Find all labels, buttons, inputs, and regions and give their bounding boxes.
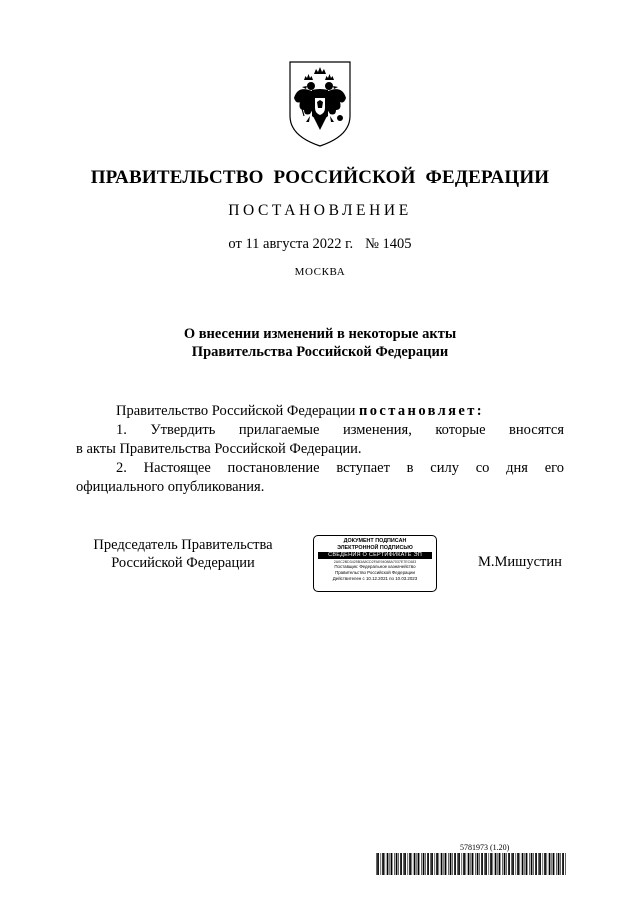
document-number: № 1405 bbox=[365, 236, 412, 252]
stamp-line-1: ДОКУМЕНТ ПОДПИСАН bbox=[343, 538, 407, 544]
signer-name: М.Мишустин bbox=[478, 554, 562, 570]
signer-title-line-1: Председатель Правительства bbox=[93, 537, 273, 553]
barcode-label: 5781973 (1.20) bbox=[460, 843, 510, 852]
state-emblem-icon bbox=[284, 58, 356, 150]
subject-line-2: Правительства Российской Федерации bbox=[191, 344, 449, 360]
item-2-line-2: официального опубликования. bbox=[76, 479, 265, 495]
stamp-validity: Действителен с 10.12.2021 по 10.03.2023 bbox=[332, 575, 418, 581]
intro-emphasis: постановляет: bbox=[358, 403, 485, 419]
document-type: ПОСТАНОВЛЕНИЕ bbox=[228, 202, 412, 219]
signer-title-line-2: Российской Федерации bbox=[111, 555, 255, 571]
stamp-issuer-2: Правительство Российской Федерации bbox=[335, 570, 415, 576]
organization-title: ПРАВИТЕЛЬСТВО РОССИЙСКОЙ ФЕДЕРАЦИИ bbox=[90, 167, 550, 188]
document-date: от 11 августа 2022 г. bbox=[228, 236, 354, 252]
barcode-icon bbox=[376, 853, 566, 875]
document-subject bbox=[0, 325, 640, 361]
item-1-line-1: 1. Утвердить прилагаемые изменения, которые вносятся bbox=[116, 422, 564, 438]
stamp-serial: 2A0C2BD3425B3A8CD2FAE94088A7037E7EC683 bbox=[333, 559, 417, 564]
electronic-signature-stamp bbox=[313, 535, 437, 592]
subject-line-1: О внесении изменений в некоторые акты bbox=[183, 326, 457, 342]
intro-text: Правительство Российской Федерации bbox=[116, 403, 356, 419]
stamp-line-2: ЭЛЕКТРОННОЙ ПОДПИСЬЮ bbox=[337, 544, 413, 551]
signer-title bbox=[76, 536, 290, 572]
stamp-certificate-bar: СВЕДЕНИЯ О СЕРТИФИКАТЕ ЭП bbox=[318, 552, 432, 559]
stamp-issuer-1: Поставщик: Федеральное казначейство bbox=[334, 564, 416, 570]
intro-paragraph bbox=[76, 402, 564, 421]
item-1-line-2: в акты Правительства Российской Федерации. bbox=[76, 441, 362, 457]
document-city: МОСКВА bbox=[294, 266, 346, 278]
document-date-number bbox=[0, 236, 640, 253]
item-2-line-1: 2. Настоящее постановление вступает в силу со дня его bbox=[116, 460, 564, 476]
